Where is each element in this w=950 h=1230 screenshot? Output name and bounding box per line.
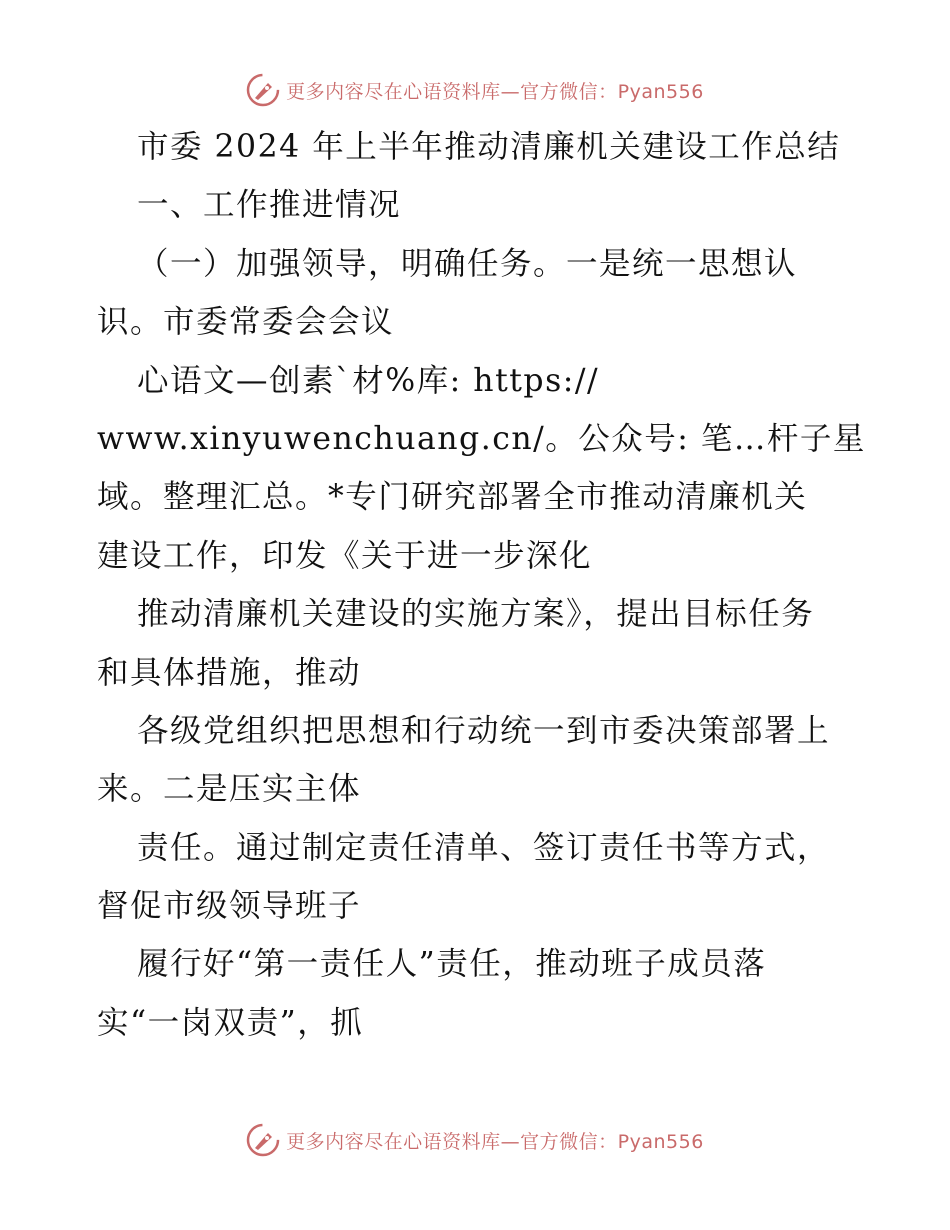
section-heading: 一、工作推进情况 [137,187,402,224]
footer-watermark-banner [0,1120,950,1160]
pen-nib-logo-icon [246,73,280,107]
paragraph-line: 实“一岗双责”，抓 [97,1004,364,1041]
header-watermark-banner [0,70,950,110]
pen-nib-logo-icon [246,1123,280,1157]
paragraph-line: 履行好“第一责任人”责任，推动班子成员落 [137,946,767,983]
paragraph-line: 建设工作，印发《关于进一步深化 [97,537,593,574]
paragraph-line: 来。二是压实主体 [97,771,362,808]
paragraph-line: （一）加强领导，明确任务。一是统一思想认 [137,245,798,282]
paragraph-line: 和具体措施，推动 [97,654,362,691]
paragraph-line: 心语文—创素`材%库: https:// [137,362,600,399]
document-body [97,118,866,1052]
paragraph-line: 推动清廉机关建设的实施方案》，提出目标任务 [137,596,815,633]
paragraph-line: 责任。通过制定责任清单、签订责任书等方式， [137,829,831,866]
paragraph-line: 各级党组织把思想和行动统一到市委决策部署上 [137,712,831,749]
watermark-text: 更多内容尽在心语资料库—官方微信：Pyan556 [286,1130,704,1153]
watermark-text: 更多内容尽在心语资料库—官方微信：Pyan556 [286,80,704,103]
paragraph-line: 督促市级领导班子 [97,888,362,925]
paragraph-line: 识。市委常委会会议 [97,304,395,341]
paragraph-line: 域。整理汇总。*专门研究部署全市推动清廉机关 [97,479,808,516]
paragraph-line: www.xinyuwenchuang.cn/。公众号: 笔…杆子星 [97,420,866,457]
document-title: 市委 2024 年上半年推动清廉机关建设工作总结 [137,129,841,165]
